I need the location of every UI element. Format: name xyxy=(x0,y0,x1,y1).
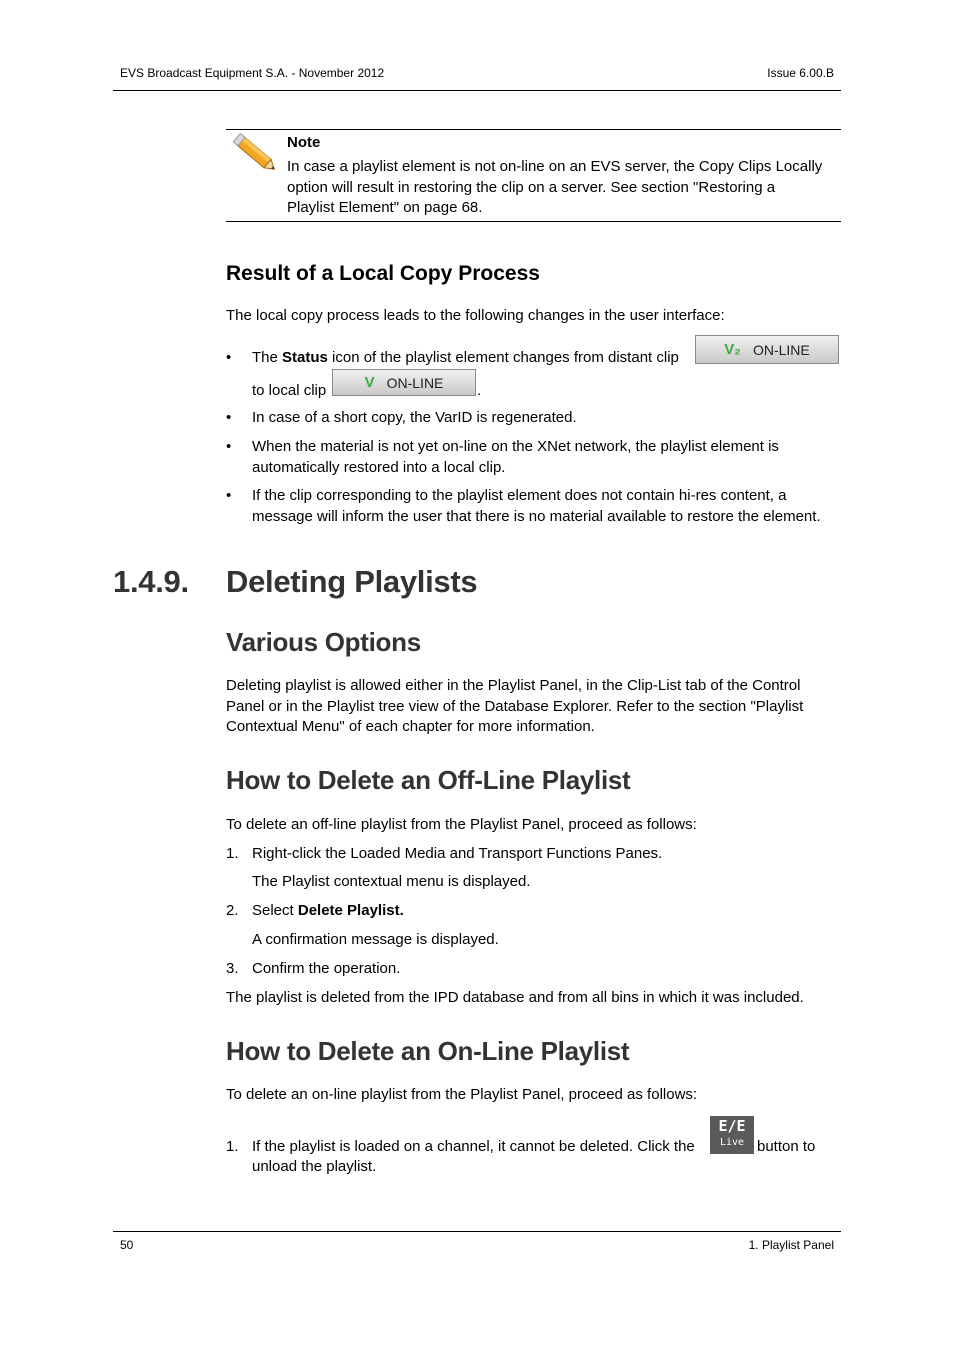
footer-rule xyxy=(113,1231,841,1232)
live-label: Live xyxy=(719,1137,745,1148)
local-online-label: ON-LINE xyxy=(386,374,444,391)
note-line-2: option will result in restoring the clip on a server. See section "Restoring a xyxy=(287,178,776,196)
bullet4-line-2: message will inform the user that there is no material available to restore the element. xyxy=(252,507,821,525)
offline-step2-pre: Select xyxy=(252,902,298,919)
bullet1-post: to local clip xyxy=(252,382,327,399)
various-line-3: Contextual Menu" of each chapter for more information. xyxy=(226,718,595,735)
header-left: EVS Broadcast Equipment S.A. - November 2012 xyxy=(120,66,385,80)
offline-step2-bold: Delete Playlist. xyxy=(297,902,404,919)
section-title: Deleting Playlists xyxy=(226,564,478,599)
header-rule xyxy=(113,90,841,91)
bullet1-line2 xyxy=(252,381,326,402)
footer-chapter: 1. Playlist Panel xyxy=(748,1238,834,1252)
bullet2-text: In case of a short copy, the VarID is regenerated. xyxy=(252,409,577,426)
local-check-icon: V xyxy=(364,374,375,391)
result-heading: Result of a Local Copy Process xyxy=(226,262,540,285)
bullet1-bold: Status xyxy=(282,349,328,366)
online-step1-line2: unload the playlist. xyxy=(252,1158,377,1175)
note-top-rule xyxy=(226,129,841,130)
footer-page-number: 50 xyxy=(120,1238,134,1252)
bullet1-mid: icon of the playlist element changes from distant clip xyxy=(327,349,679,366)
note-bottom-rule xyxy=(226,221,841,222)
note-line-3: Playlist Element" on page 68. xyxy=(287,199,483,216)
ee-label: E/E xyxy=(718,1117,746,1135)
distant-online-label: ON-LINE xyxy=(752,341,810,358)
offline-heading: How to Delete an Off-Line Playlist xyxy=(226,765,631,795)
various-heading: Various Options xyxy=(226,627,421,657)
various-line-1: Deleting playlist is allowed either in the Playlist Panel, in the Clip-List tab of the Control xyxy=(226,677,801,694)
offline-step1-result-text: The Playlist contextual menu is displayed. xyxy=(252,873,531,890)
offline-step2-result-text: A confirmation message is displayed. xyxy=(252,931,499,948)
bullet1-end: . xyxy=(477,382,482,399)
offline-step3-text: Confirm the operation. xyxy=(252,960,401,977)
bullet1-pre: The xyxy=(252,349,283,366)
bullet-mark: • xyxy=(226,349,232,366)
status-icon-distant-clip xyxy=(695,335,839,364)
step-number: 1. xyxy=(226,1138,239,1155)
note-title: Note xyxy=(287,134,321,151)
offline-outro: The playlist is deleted from the IPD database and from all bins in which it was included. xyxy=(226,989,804,1006)
offline-intro: To delete an off-line playlist from the Playlist Panel, proceed as follows: xyxy=(226,816,697,833)
section-number: 1.4.9. xyxy=(113,564,189,599)
ee-live-button[interactable] xyxy=(710,1116,754,1154)
note-line-1: In case a playlist element is not on-line on an EVS server, the Copy Clips Locally xyxy=(287,158,823,175)
various-body xyxy=(226,676,841,738)
bullet-mark: • xyxy=(226,487,232,504)
various-line-2: Panel or in the Playlist tree view of the Database Explorer. Refer to the section "Playlist xyxy=(226,697,804,715)
note-body xyxy=(287,157,847,219)
offline-step1-text: Right-click the Loaded Media and Transport Functions Panes. xyxy=(252,845,663,862)
online-intro: To delete an on-line playlist from the Playlist Panel, proceed as follows: xyxy=(226,1086,698,1103)
bullet-mark: • xyxy=(226,409,232,426)
step-number: 1. xyxy=(226,845,239,862)
bullet3-line-2: automatically restored into a local clip. xyxy=(252,458,506,476)
distant-check-icon: V₂ xyxy=(724,341,741,358)
online-step1-text: If the playlist is loaded on a channel, it cannot be deleted. Click the xyxy=(252,1138,695,1155)
pencil-icon xyxy=(230,133,280,178)
bullet4-line-1: If the clip corresponding to the playlist element does not contain hi-res content, a xyxy=(252,487,787,504)
online-step1-post: button to xyxy=(757,1138,816,1155)
bullet3-line-1: When the material is not yet on-line on the XNet network, the playlist element is xyxy=(252,438,779,455)
header-right: Issue 6.00.B xyxy=(767,66,834,80)
result-intro: The local copy process leads to the following changes in the user interface: xyxy=(226,307,725,324)
online-heading: How to Delete an On-Line Playlist xyxy=(226,1036,630,1066)
bullet-mark: • xyxy=(226,438,232,455)
step-number: 2. xyxy=(226,902,239,919)
status-icon-local-clip xyxy=(332,369,476,396)
step-number: 3. xyxy=(226,960,239,977)
